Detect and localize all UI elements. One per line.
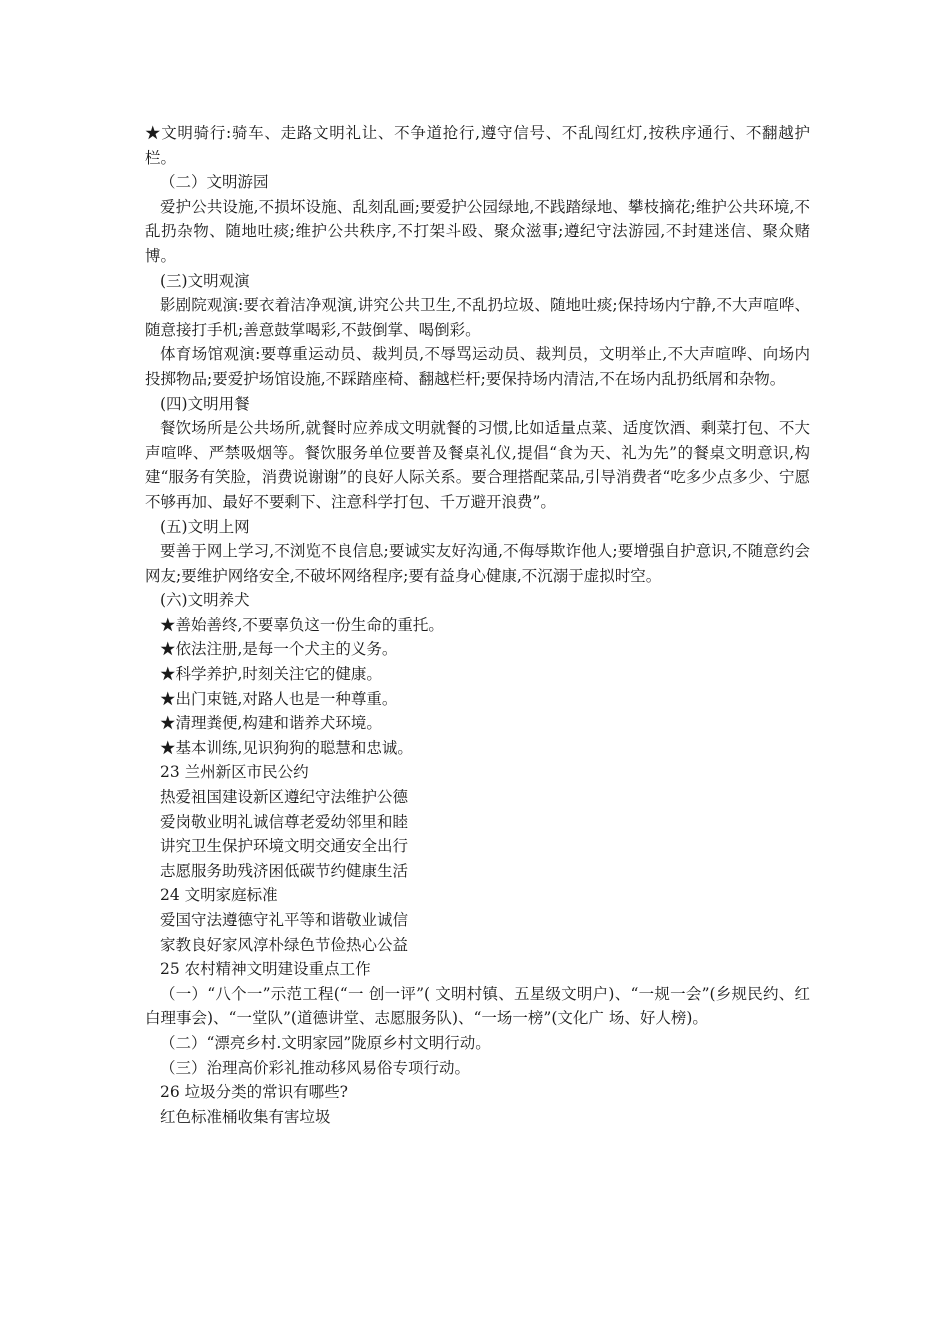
paragraph: ★科学养护,时刻关注它的健康。 — [160, 665, 382, 684]
paragraph: ★依法注册,是每一个犬主的义务。 — [160, 640, 398, 659]
paragraph: 志愿服务助残济困低碳节约健康生活 — [160, 861, 409, 880]
paragraph: 餐饮场所是公共场所,就餐时应养成文明就餐的习惯,比如适量点菜、适度饮酒、剩菜打包、不大声喧哗、严禁吸烟等。餐饮服务单位要普及餐桌礼仪,提倡“食为天、礼为先”的餐桌文明意识,构建“服务有笑脸，消费说谢谢”的良好人际关系。要合理搭配菜品,引导消费者“吃多少点多少、宁愿不够再加、最好不要剩下、注意科学打包、千万避开浪费”。 — [145, 419, 810, 511]
paragraph: 26 垃圾分类的常识有哪些? — [160, 1083, 348, 1102]
paragraph: (四)文明用餐 — [160, 394, 250, 413]
paragraph: ★善始善终,不要辜负这一份生命的重托。 — [160, 615, 444, 634]
paragraph: 影剧院观演:要衣着洁净观演,讲究公共卫生,不乱扔垃圾、随地吐痰;保持场内宁静,不大声喧哗、随意接打手机;善意鼓掌喝彩,不鼓倒掌、喝倒彩。 — [145, 296, 810, 339]
paragraph: 25 农村精神文明建设重点工作 — [160, 960, 371, 979]
paragraph: 23 兰州新区市民公约 — [160, 763, 309, 782]
paragraph: 红色标准桶收集有害垃圾 — [160, 1107, 331, 1126]
paragraph: 爱护公共设施,不损坏设施、乱刻乱画;要爱护公园绿地,不践踏绿地、攀枝摘花;维护公共环境,不乱扔杂物、随地吐痰;维护公共秩序,不打架斗殴、聚众滋事;遵纪守法游园,不封建迷信、聚众赌博。 — [145, 197, 810, 265]
paragraph: 家教良好家风淳朴绿色节俭热心公益 — [160, 935, 409, 954]
paragraph: ★清理粪便,构建和谐养犬环境。 — [160, 714, 382, 733]
paragraph: ★基本训练,见识狗狗的聪慧和忠诚。 — [160, 738, 413, 757]
paragraph: ★出门束链,对路人也是一种尊重。 — [160, 689, 398, 708]
paragraph: (五)文明上网 — [160, 517, 250, 536]
paragraph: （三）治理高价彩礼推动移风易俗专项行动。 — [160, 1058, 471, 1077]
paragraph: (三)文明观演 — [160, 271, 250, 290]
paragraph: 爱国守法遵德守礼平等和谐敬业诚信 — [160, 911, 409, 929]
paragraph: 体育场馆观演:要尊重运动员、裁判员,不辱骂运动员、裁判员，文明举止,不大声喧哗、向场内投掷物品;要爱护场馆设施,不踩踏座椅、翻越栏杆;要保持场内清洁,不在场内乱扔纸屑和杂物。 — [145, 345, 810, 388]
paragraph: 爱岗敬业明礼诚信尊老爱幼邻里和睦 — [160, 812, 409, 831]
document-body — [145, 121, 810, 1129]
paragraph: （二）“漂亮乡村.文明家园”陇原乡村文明行动。 — [160, 1033, 491, 1052]
paragraph: 热爱祖国建设新区遵纪守法维护公德 — [160, 788, 409, 807]
paragraph: 24 文明家庭标准 — [160, 886, 278, 905]
paragraph: 要善于网上学习,不浏览不良信息;要诚实友好沟通,不侮辱欺诈他人;要增强自护意识,不随意约会网友;要维护网络安全,不破坏网络程序;要有益身心健康,不沉溺于虚拟时空。 — [145, 542, 810, 585]
paragraph: (六)文明养犬 — [160, 591, 250, 610]
paragraph: （二）文明游园 — [160, 173, 269, 192]
paragraph: ★文明骑行:骑车、走路文明礼让、不争道抢行,遵守信号、不乱闯红灯,按秩序通行、不翻越护栏。 — [145, 124, 810, 167]
paragraph: 讲究卫生保护环境文明交通安全出行 — [160, 837, 409, 856]
paragraph: （一）“八个一”示范工程(“一 创一评”( 文明村镇、五星级文明户)、“一规一会”(乡规民约、红白理事会)、“一堂队”(道德讲堂、志愿服务队)、“一场一榜”(文化广 场、好人榜)。 — [145, 984, 810, 1028]
